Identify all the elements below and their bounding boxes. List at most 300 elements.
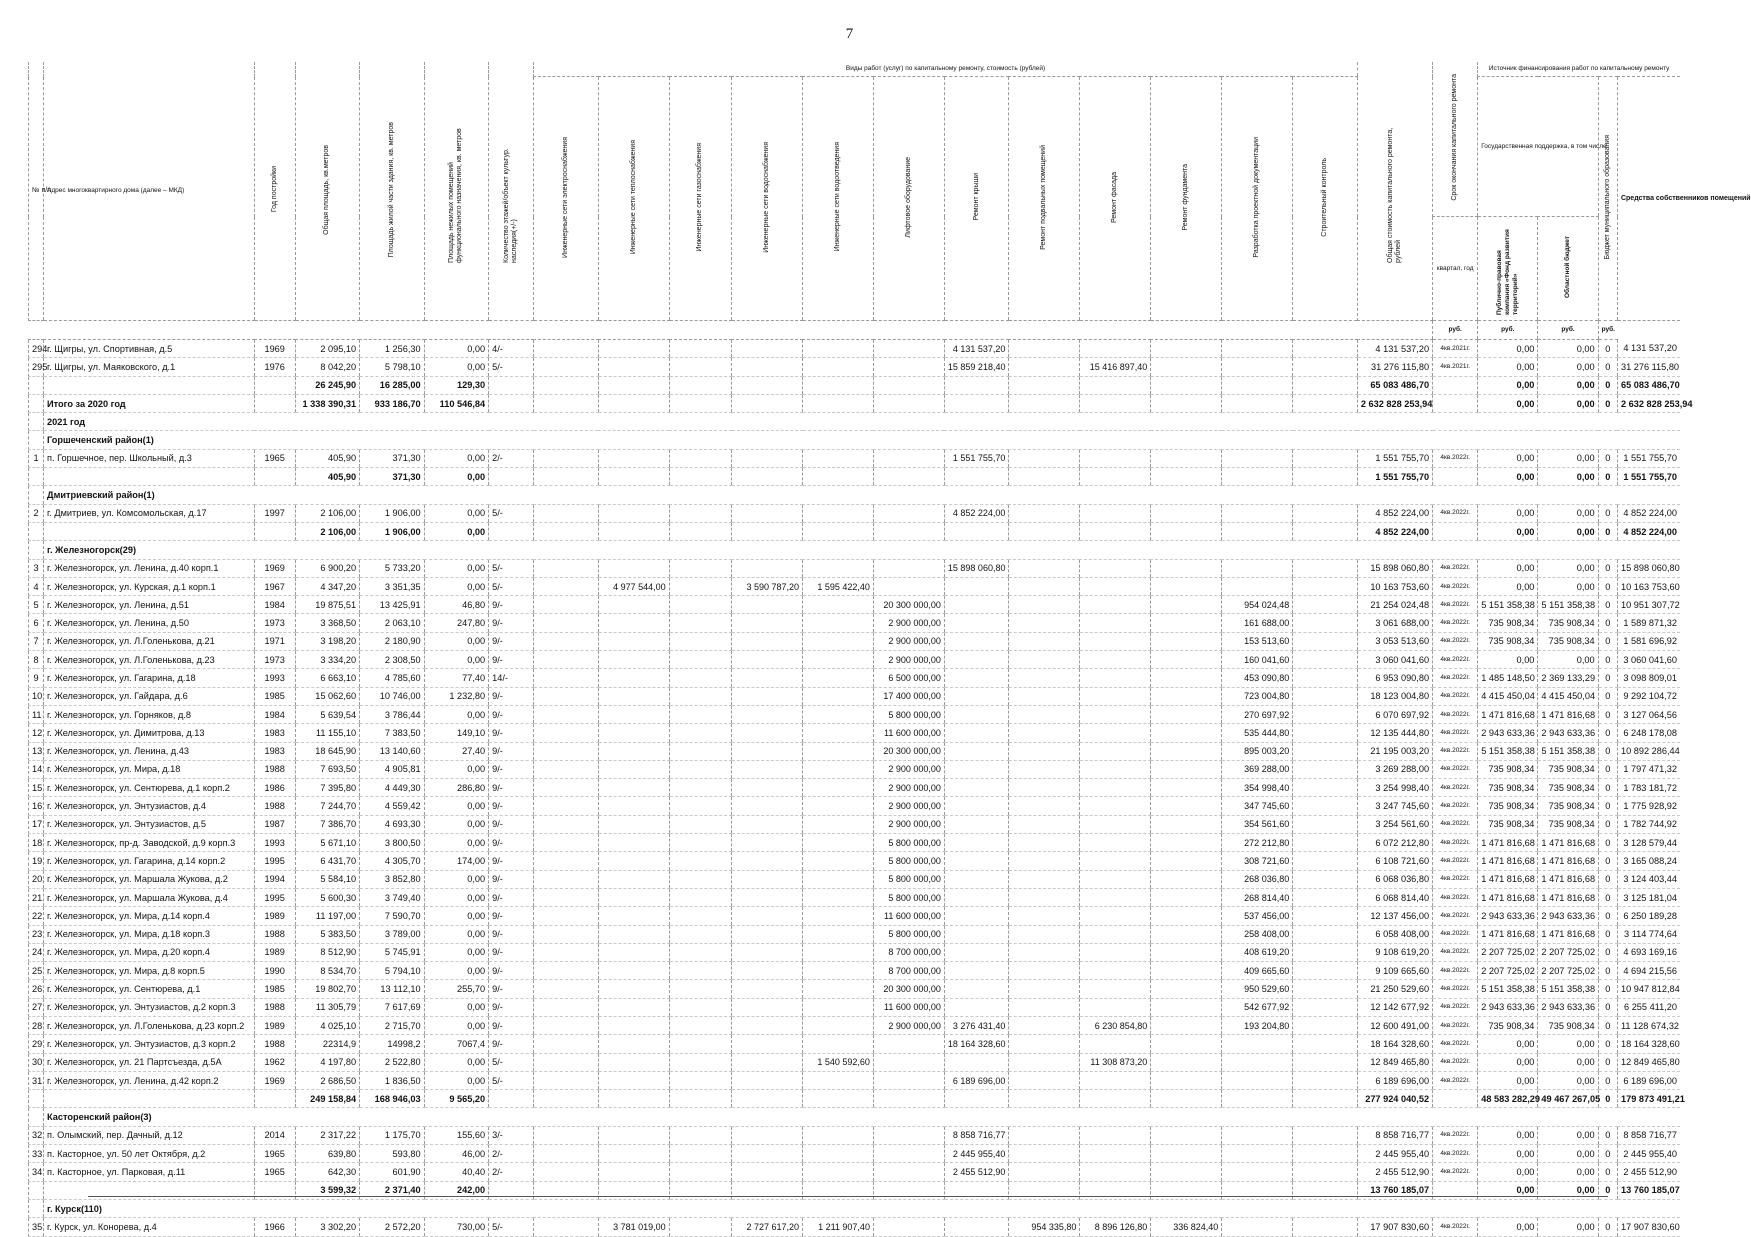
cell-floors: 9/- (489, 834, 534, 852)
cell-fund: 0,00 (1478, 651, 1538, 669)
cell-gas (669, 1163, 731, 1181)
cell-fund: 5 151 358,38 (1478, 742, 1538, 760)
cell-reg: 2 207 725,02 (1538, 962, 1598, 980)
cell-living: 2 180,90 (360, 632, 425, 650)
cell-control (1293, 504, 1358, 522)
cell-living: 1 836,50 (360, 1071, 425, 1089)
cell-electric (534, 705, 599, 723)
cell-sewer (803, 797, 874, 815)
cell-cost: 12 849 465,80 (1357, 1053, 1432, 1071)
cell-term: 4кв.2022г. (1433, 907, 1478, 925)
cell-lift (873, 1035, 944, 1053)
cell-foundation (1151, 962, 1222, 980)
cell-addr: г. Железногорск, ул. Курская, д.1 корп.1 (44, 577, 255, 595)
cell-water (732, 1035, 803, 1053)
cell-basement (1009, 724, 1080, 742)
table-row (29, 907, 1681, 925)
cell-reg: 0,00 (1538, 1126, 1598, 1144)
cell-reg: 0,00 (1538, 358, 1598, 376)
header-work-foundation: Ремонт фундамента (1151, 77, 1222, 321)
cell-nonres: 0,00 (424, 797, 489, 815)
table-row (29, 1145, 1681, 1163)
cell-design: 950 529,60 (1222, 980, 1293, 998)
cell-electric (534, 1126, 599, 1144)
cell-fund: 2 943 633,36 (1478, 998, 1538, 1016)
cell-gas (669, 1016, 731, 1034)
cell-control (1293, 394, 1358, 412)
cell-own: 8 858 716,77 (1617, 1126, 1680, 1144)
cell-heat (598, 980, 669, 998)
cell-design: 272 212,80 (1222, 834, 1293, 852)
cell-facade (1080, 907, 1151, 925)
cell-foundation (1151, 870, 1222, 888)
cell-basement (1009, 669, 1080, 687)
cell-fund: 0,00 (1478, 376, 1538, 394)
cell-roof (944, 980, 1009, 998)
cell-lift (873, 504, 944, 522)
header-year: Год постройки (254, 62, 295, 321)
cell-term: 4кв.2022г. (1433, 1218, 1478, 1236)
cell-own: 18 164 328,60 (1617, 1035, 1680, 1053)
table-row (29, 577, 1681, 595)
cell-fund: 2 207 725,02 (1478, 943, 1538, 961)
cell-own: 1 581 696,92 (1617, 632, 1680, 650)
cell-gas (669, 980, 731, 998)
cell-addr: г. Железногорск, ул. Энтузиастов, д.2 корп.3 (44, 998, 255, 1016)
cell-addr: п. Олымский, пер. Дачный, д.12 (44, 1126, 255, 1144)
cell-term (1433, 468, 1478, 486)
cell-electric (534, 669, 599, 687)
cell-facade (1080, 742, 1151, 760)
header-work-basement: Ремонт подвальных помещений (1009, 77, 1080, 321)
cell-water: 2 727 617,20 (732, 1218, 803, 1236)
cell-floors: 9/- (489, 870, 534, 888)
cell-electric (534, 504, 599, 522)
cell-water (732, 468, 803, 486)
cell-reg: 0,00 (1538, 1145, 1598, 1163)
cell-year (254, 394, 295, 412)
cell-basement (1009, 925, 1080, 943)
cell-year: 1988 (254, 760, 295, 778)
cell-floors: 3/- (489, 1126, 534, 1144)
cell-control (1293, 1035, 1358, 1053)
cell-roof: 18 164 328,60 (944, 1035, 1009, 1053)
cell-heat (598, 1145, 669, 1163)
cell-fund: 0,00 (1478, 1163, 1538, 1181)
cell-floors: 2/- (489, 449, 534, 467)
cell-design: 193 204,80 (1222, 1016, 1293, 1034)
cell-term: 4кв.2022г. (1433, 1035, 1478, 1053)
cell-reg: 735 908,34 (1538, 797, 1598, 815)
cell-roof (944, 394, 1009, 412)
cell-floors: 9/- (489, 651, 534, 669)
cell-design (1222, 1090, 1293, 1108)
cell-control (1293, 1218, 1358, 1236)
header-unit-rub: руб. (1433, 321, 1478, 340)
cell-nonres: 0,00 (424, 705, 489, 723)
cell-roof (944, 943, 1009, 961)
cell-num: 31 (29, 1071, 44, 1089)
cell-own: 4 852 224,00 (1617, 504, 1680, 522)
cell-year: 1989 (254, 1016, 295, 1034)
table-row (29, 852, 1681, 870)
cell-design: 270 697,92 (1222, 705, 1293, 723)
cell-mun: 0 (1598, 925, 1617, 943)
cell-living: 2 572,20 (360, 1218, 425, 1236)
cell-term: 4кв.2021г. (1433, 358, 1478, 376)
cell-term: 4кв.2022г. (1433, 943, 1478, 961)
cell-year: 1988 (254, 797, 295, 815)
cell-term: 4кв.2022г. (1433, 797, 1478, 815)
cell-gas (669, 760, 731, 778)
cell-term: 4кв.2022г. (1433, 888, 1478, 906)
cell-control (1293, 834, 1358, 852)
cell-foundation (1151, 394, 1222, 412)
cell-fund: 735 908,34 (1478, 779, 1538, 797)
cell-year: 1993 (254, 834, 295, 852)
cell-design: 409 665,60 (1222, 962, 1293, 980)
cell-water (732, 340, 803, 358)
cell-gas (669, 797, 731, 815)
cell-facade (1080, 888, 1151, 906)
cell-own: 4 693 169,16 (1617, 943, 1680, 961)
cell-nonres: 247,80 (424, 614, 489, 632)
cell-addr: г. Щигры, ул. Спортивная, д.5 (44, 340, 255, 358)
cell-floors: 9/- (489, 907, 534, 925)
cell-term: 4кв.2022г. (1433, 852, 1478, 870)
cell-addr: г. Железногорск, ул. Мира, д.20 корп.4 (44, 943, 255, 961)
cell-total: 6 900,20 (295, 559, 360, 577)
cell-term: 4кв.2022г. (1433, 724, 1478, 742)
cell-term: 4кв.2022г. (1433, 651, 1478, 669)
cell-year: 1988 (254, 925, 295, 943)
cell-gas (669, 522, 731, 540)
cell-gas (669, 1071, 731, 1089)
cell-design: 161 688,00 (1222, 614, 1293, 632)
cell-living: 1 175,70 (360, 1126, 425, 1144)
cell-facade (1080, 687, 1151, 705)
cell-num: 7 (29, 632, 44, 650)
cell-basement (1009, 834, 1080, 852)
cell-sewer (803, 925, 874, 943)
cell-sewer (803, 1071, 874, 1089)
cell-reg: 1 471 816,68 (1538, 834, 1598, 852)
cell-mun: 0 (1598, 687, 1617, 705)
cell-control (1293, 687, 1358, 705)
cell-mun: 0 (1598, 1035, 1617, 1053)
cell-foundation (1151, 1090, 1222, 1108)
cell-foundation (1151, 340, 1222, 358)
cell-year: 2014 (254, 1126, 295, 1144)
cell-lift (873, 522, 944, 540)
cell-foundation (1151, 522, 1222, 540)
cell-cost: 3 247 745,60 (1357, 797, 1432, 815)
cell-lift (873, 376, 944, 394)
cell-year: 1969 (254, 1071, 295, 1089)
cell-design: 354 561,60 (1222, 815, 1293, 833)
cell-heat (598, 1016, 669, 1034)
cell-term: 4кв.2022г. (1433, 614, 1478, 632)
cell-fund: 735 908,34 (1478, 614, 1538, 632)
cell-roof (944, 760, 1009, 778)
cell-reg: 0,00 (1538, 1071, 1598, 1089)
cell-electric (534, 1090, 599, 1108)
cell-fund: 48 583 282,29 (1478, 1090, 1538, 1108)
cell-term: 4кв.2022г. (1433, 760, 1478, 778)
cell-mun: 0 (1598, 1145, 1617, 1163)
cell-roof (944, 669, 1009, 687)
cell-water (732, 888, 803, 906)
cell-roof: 15 898 060,80 (944, 559, 1009, 577)
cell-control (1293, 449, 1358, 467)
cell-mun: 0 (1598, 1016, 1617, 1034)
cell-control (1293, 468, 1358, 486)
cell-foundation (1151, 705, 1222, 723)
cell-mun: 0 (1598, 1090, 1617, 1108)
cell-addr: г. Железногорск, ул. Маршала Жукова, д.2 (44, 870, 255, 888)
cell-basement (1009, 614, 1080, 632)
cell-roof (944, 376, 1009, 394)
cell-addr: п. Касторное, ул. Парковая, д.11 (44, 1163, 255, 1181)
cell-electric (534, 522, 599, 540)
cell-lift: 2 900 000,00 (873, 1016, 944, 1034)
cell-facade (1080, 779, 1151, 797)
cell-control (1293, 651, 1358, 669)
cell-basement (1009, 596, 1080, 614)
cell-foundation (1151, 449, 1222, 467)
cell-electric (534, 1163, 599, 1181)
cell-control (1293, 852, 1358, 870)
cell-lift: 8 700 000,00 (873, 943, 944, 961)
cell-total: 3 334,20 (295, 651, 360, 669)
cell-cost: 6 058 408,00 (1357, 925, 1432, 943)
cell-water (732, 870, 803, 888)
cell-num: 17 (29, 815, 44, 833)
cell-gas (669, 852, 731, 870)
cell-floors: 9/- (489, 614, 534, 632)
table-row (29, 1163, 1681, 1181)
cell-roof (944, 705, 1009, 723)
cell-electric (534, 1016, 599, 1034)
cell-electric (534, 724, 599, 742)
cell-lift (873, 1071, 944, 1089)
cell-electric (534, 340, 599, 358)
cell-heat (598, 724, 669, 742)
cell-cost: 6 070 697,92 (1357, 705, 1432, 723)
cell-living: 13 112,10 (360, 980, 425, 998)
cell-total: 11 305,79 (295, 998, 360, 1016)
cell-foundation (1151, 1035, 1222, 1053)
table-row (29, 1035, 1681, 1053)
cell-year (254, 1090, 295, 1108)
header-fund: Публично-правовая компания «Фонд развития территорий» (1478, 217, 1538, 321)
cell-year: 1989 (254, 907, 295, 925)
cell-foundation (1151, 998, 1222, 1016)
cell-basement (1009, 888, 1080, 906)
cell-cost: 12 135 444,80 (1357, 724, 1432, 742)
cell-year (254, 376, 295, 394)
cell-sewer (803, 815, 874, 833)
cell-basement (1009, 449, 1080, 467)
cell-gas (669, 559, 731, 577)
cell-total: 5 584,10 (295, 870, 360, 888)
cell-water (732, 925, 803, 943)
cell-mun: 0 (1598, 760, 1617, 778)
cell-cost: 277 924 040,52 (1357, 1090, 1432, 1108)
cell-water (732, 669, 803, 687)
cell-mun: 0 (1598, 1126, 1617, 1144)
cell-cost: 13 760 185,07 (1357, 1181, 1432, 1199)
cell-electric (534, 449, 599, 467)
cell-design (1222, 522, 1293, 540)
cell-floors: 9/- (489, 724, 534, 742)
cell-term: 4кв.2022г. (1433, 742, 1478, 760)
cell-basement (1009, 632, 1080, 650)
cell-total: 3 599,32 (295, 1181, 360, 1199)
cell-gas (669, 614, 731, 632)
cell-water: 3 590 787,20 (732, 577, 803, 595)
cell-facade (1080, 614, 1151, 632)
cell-addr: г. Железногорск, ул. Л.Голенькова, д.23 корп.2 (44, 1016, 255, 1034)
cell-mun: 0 (1598, 632, 1617, 650)
cell-nonres: 1 232,80 (424, 687, 489, 705)
cell-roof: 3 276 431,40 (944, 1016, 1009, 1034)
cell-own: 3 127 064,56 (1617, 705, 1680, 723)
cell-electric (534, 1218, 599, 1236)
cell-floors (489, 1090, 534, 1108)
cell-sewer (803, 358, 874, 376)
cell-lift: 2 900 000,00 (873, 651, 944, 669)
cell-nonres: 242,00 (424, 1181, 489, 1199)
cell-water (732, 449, 803, 467)
cell-gas (669, 1218, 731, 1236)
cell-total: 2 317,22 (295, 1126, 360, 1144)
cell-total: 26 245,90 (295, 376, 360, 394)
cell-water (732, 559, 803, 577)
cell-own: 10 892 286,44 (1617, 742, 1680, 760)
cell-heat (598, 376, 669, 394)
cell-design: 453 090,80 (1222, 669, 1293, 687)
cell-facade (1080, 1090, 1151, 1108)
cell-num: 32 (29, 1126, 44, 1144)
cell-foundation (1151, 815, 1222, 833)
cell-cost: 17 907 830,60 (1357, 1218, 1432, 1236)
cell-heat (598, 742, 669, 760)
cell-foundation (1151, 614, 1222, 632)
cell-roof: 15 859 218,40 (944, 358, 1009, 376)
cell-reg: 735 908,34 (1538, 779, 1598, 797)
cell-num: 24 (29, 943, 44, 961)
cell-fund: 0,00 (1478, 1035, 1538, 1053)
cell-nonres: 0,00 (424, 998, 489, 1016)
cell-control (1293, 1145, 1358, 1163)
cell-mun: 0 (1598, 358, 1617, 376)
cell-mun: 0 (1598, 742, 1617, 760)
cell-own: 11 128 674,32 (1617, 1016, 1680, 1034)
cell-heat (598, 1090, 669, 1108)
header-finance-group: Источник финансирования работ по капитальному ремонту (1478, 62, 1680, 77)
cell-reg: 0,00 (1538, 394, 1598, 412)
table-row (29, 596, 1681, 614)
cell-num: 4 (29, 577, 44, 595)
cell-heat (598, 998, 669, 1016)
cell-term: 4кв.2022г. (1433, 504, 1478, 522)
cell-num: 13 (29, 742, 44, 760)
cell-own: 3 128 579,44 (1617, 834, 1680, 852)
cell-reg: 4 415 450,04 (1538, 687, 1598, 705)
cell-term: 4кв.2022г. (1433, 559, 1478, 577)
cell-nonres: 0,00 (424, 358, 489, 376)
cell-roof: 8 858 716,77 (944, 1126, 1009, 1144)
cell-living: 4 305,70 (360, 852, 425, 870)
cell-living: 3 749,40 (360, 888, 425, 906)
cell-floors: 2/- (489, 1163, 534, 1181)
cell-term: 4кв.2022г. (1433, 449, 1478, 467)
page-number: 7 (845, 26, 854, 42)
cell-gas (669, 962, 731, 980)
cell-term: 4кв.2022г. (1433, 962, 1478, 980)
cell-addr: г. Железногорск, ул. Димитрова, д.13 (44, 724, 255, 742)
cell-num: 30 (29, 1053, 44, 1071)
cell-basement (1009, 687, 1080, 705)
cell-water (732, 632, 803, 650)
cell-cost: 6 189 696,00 (1357, 1071, 1432, 1089)
cell-living: 4 905,81 (360, 760, 425, 778)
cell-fund: 0,00 (1478, 577, 1538, 595)
cell-year: 1973 (254, 614, 295, 632)
capital-repair-table-sheet (28, 62, 1751, 1237)
cell-cost: 4 131 537,20 (1357, 340, 1432, 358)
cell-lift: 17 400 000,00 (873, 687, 944, 705)
cell-design: 308 721,60 (1222, 852, 1293, 870)
cell-addr: г. Железногорск, ул. Сентюрева, д.1 корп.2 (44, 779, 255, 797)
cell-foundation (1151, 358, 1222, 376)
cell-design (1222, 1071, 1293, 1089)
cell-reg: 1 471 816,68 (1538, 925, 1598, 943)
cell-facade (1080, 980, 1151, 998)
cell-cost: 12 137 456,00 (1357, 907, 1432, 925)
cell-reg: 0,00 (1538, 449, 1598, 467)
cell-term: 4кв.2022г. (1433, 596, 1478, 614)
cell-sewer (803, 376, 874, 394)
cell-reg: 1 471 816,68 (1538, 852, 1598, 870)
cell-control (1293, 669, 1358, 687)
cell-term: 4кв.2022г. (1433, 998, 1478, 1016)
cell-control (1293, 907, 1358, 925)
cell-nonres: 0,00 (424, 577, 489, 595)
cell-cost: 21 195 003,20 (1357, 742, 1432, 760)
cell-floors: 5/- (489, 1218, 534, 1236)
cell-living: 4 449,30 (360, 779, 425, 797)
cell-electric (534, 596, 599, 614)
cell-sewer (803, 962, 874, 980)
header-unit-rub-4: руб. (1598, 321, 1617, 340)
cell-foundation (1151, 888, 1222, 906)
cell-fund: 1 471 816,68 (1478, 870, 1538, 888)
cell-water (732, 1053, 803, 1071)
cell-facade (1080, 834, 1151, 852)
cell-year: 1994 (254, 870, 295, 888)
cell-addr: г. Железногорск, ул. Ленина, д.43 (44, 742, 255, 760)
cell-roof (944, 596, 1009, 614)
cell-gas (669, 358, 731, 376)
cell-nonres: 0,00 (424, 632, 489, 650)
cell-sewer (803, 998, 874, 1016)
cell-basement (1009, 394, 1080, 412)
cell-foundation (1151, 980, 1222, 998)
cell-heat (598, 1071, 669, 1089)
cell-control (1293, 1163, 1358, 1181)
